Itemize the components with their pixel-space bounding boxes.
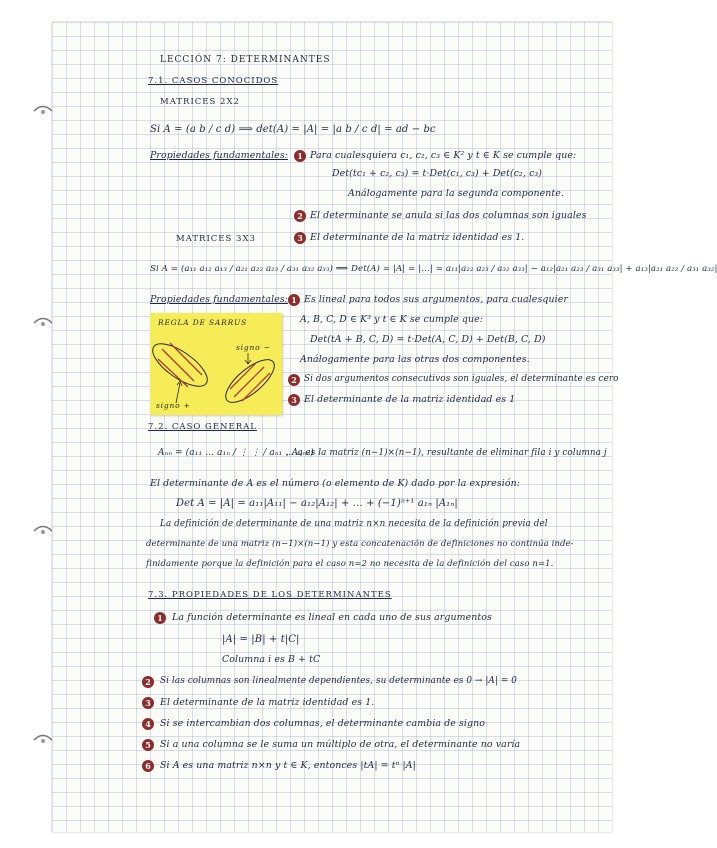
general-line-1: El determinante de A es el número (o elemento de K) dado por la expresión: (150, 478, 521, 489)
sticky-title: REGLA DE SARRUS (158, 318, 248, 327)
property-general-4: Si se intercambian dos columnas, el determinante cambia de signo (160, 718, 486, 729)
definition-3x3: Si A = (a₁₁ a₁₂ a₁₃ / a₂₁ a₂₂ a₂₃ / a₃₁ a₃₂ a₃₃) ⟹ Det(A) = |A| = |…| = a₁₁|a₂₂ a₂₃ / a₃₂ a₃₃| − a₁₂|a₂₁ a₂₃ / a₃₁ a₃₃| + a₁₃|a₂₁ a₂₂ / a₃₁ a₃₂| (150, 264, 717, 274)
bullet-number-icon: 2 (294, 210, 306, 222)
notebook-page (52, 22, 612, 832)
general-line-3: determinante de una matriz (n−1)×(n−1) y esta concatenación de definiciones no continúa inde- (146, 539, 574, 549)
property-general-5: Si a una columna se le suma un múltiplo de otra, el determinante no varía (160, 739, 521, 750)
bullet-number-icon: 6 (142, 760, 154, 772)
general-matrix: Aₙₙ = (a₁₁ … a₁ₙ / ⋮ ⋮ / aₙ₁ … aₙₙ) (158, 448, 314, 458)
property-general-6: Si A es una matriz n×n y t ∈ K, entonces |tA| = tⁿ |A| (160, 760, 416, 771)
property-2x2-1-note: Análogamente para la segunda componente. (348, 188, 564, 199)
sticky-sign-minus: signo − (236, 343, 271, 352)
bullet-number-icon: 1 (288, 294, 300, 306)
bullet-number-icon: 1 (294, 150, 306, 162)
minor-definition: , Aᵢⱼ es la matriz (n−1)×(n−1), resultante de eliminar fila i y columna j (286, 448, 607, 458)
bullet-number-icon: 3 (142, 697, 154, 709)
property-3x3-3: El determinante de la matriz identidad es 1 (304, 394, 516, 405)
section-title-7-3: 7.3. PROPIEDADES DE LOS DETERMINANTES (148, 590, 392, 600)
property-3x3-1: Es lineal para todos sus argumentos, para cualesquier (304, 294, 568, 305)
property-general-1-note: Columna i es B + tC (222, 654, 321, 665)
sarrus-sticky-note (150, 313, 282, 415)
bullet-number-icon: 2 (142, 676, 154, 688)
property-general-1-equation: |A| = |B| + t|C| (222, 634, 300, 645)
property-3x3-1-vars: A, B, C, D ∈ K³ y t ∈ K se cumple que: (300, 314, 484, 325)
property-general-3: El determinante de la matriz identidad es 1. (160, 697, 375, 708)
binder-hole-icon (32, 733, 54, 747)
subheading-2x2: MATRICES 2X2 (160, 97, 240, 107)
properties-label-3x3: Propiedades fundamentales: (150, 294, 288, 305)
bullet-number-icon: 2 (288, 374, 300, 386)
section-title-7-2: 7.2. CASO GENERAL (148, 422, 257, 432)
property-2x2-1-equation: Det(tc₁ + c₂, c₃) = t·Det(c₁, c₃) + Det(c₂, c₃) (332, 168, 543, 179)
bullet-number-icon: 5 (142, 739, 154, 751)
general-line-2: La definición de determinante de una matriz n×n necesita de la definición previa del (160, 519, 548, 529)
property-2x2-1: Para cualesquiera c₁, c₂, c₃ ∈ K² y t ∈ K se cumple que: (310, 150, 577, 161)
section-title-7-1: 7.1. CASOS CONOCIDOS (148, 76, 279, 86)
laplace-formula: Det A = |A| = a₁₁|A₁₁| − a₁₂|A₁₂| + … + (−1)ⁿ⁺¹ a₁ₙ |A₁ₙ| (176, 498, 458, 509)
page-title: LECCIÓN 7: DETERMINANTES (160, 55, 331, 65)
properties-label-2x2: Propiedades fundamentales: (150, 150, 288, 161)
bullet-number-icon: 4 (142, 718, 154, 730)
subheading-3x3: MATRICES 3X3 (176, 234, 256, 244)
property-2x2-3: El determinante de la matriz identidad es 1. (310, 232, 525, 243)
general-line-4: finidamente porque la definición para el caso n=2 no necesita de la definición del caso n=1. (146, 559, 554, 569)
property-general-2: Si las columnas son linealmente dependientes, su determinante es 0 → |A| = 0 (160, 676, 517, 686)
sticky-sign-plus: signo + (156, 401, 191, 410)
property-3x3-1-equation: Det(tA + B, C, D) = t·Det(A, C, D) + Det(B, C, D) (310, 334, 546, 345)
sarrus-diagram-icon (150, 313, 282, 415)
property-general-1: La función determinante es lineal en cada uno de sus argumentos (172, 612, 492, 623)
definition-2x2: Si A = (a b / c d) ⟹ det(A) = |A| = |a b / c d| = ad − bc (150, 124, 436, 135)
binder-hole-icon (32, 316, 54, 330)
property-2x2-2: El determinante se anula si las dos columnas son iguales (310, 210, 587, 221)
property-3x3-1-note: Análogamente para las otras dos componentes. (300, 354, 530, 365)
binder-hole-icon (32, 524, 54, 538)
property-3x3-2: Si dos argumentos consecutivos son iguales, el determinante es cero (304, 374, 619, 384)
bullet-number-icon: 3 (294, 232, 306, 244)
bullet-number-icon: 3 (288, 394, 300, 406)
bullet-number-icon: 1 (154, 612, 166, 624)
binder-hole-icon (32, 104, 54, 118)
